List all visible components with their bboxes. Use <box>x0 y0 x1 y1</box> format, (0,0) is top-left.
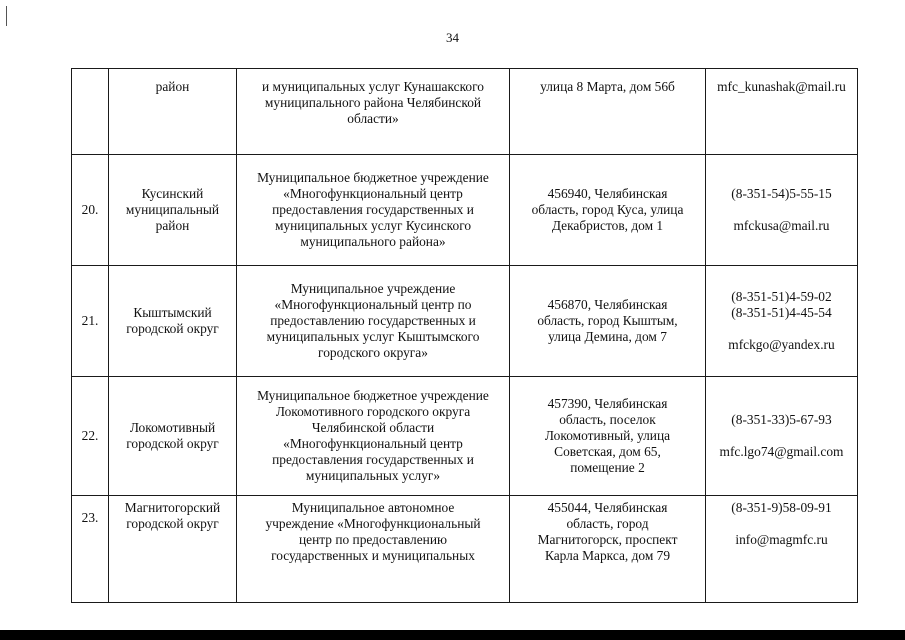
organization-cell-line: и муниципальных услуг Кунашакского <box>262 79 484 94</box>
row-number-cell: 21. <box>72 266 109 377</box>
organization-cell-line: муниципальных услуг Кусинского <box>274 218 472 233</box>
district-cell-line: городской округ <box>126 516 219 531</box>
organization-cell-line: муниципального района» <box>300 234 446 249</box>
contacts-cell-line: mfckgo@yandex.ru <box>728 337 835 352</box>
table-row <box>72 69 858 155</box>
contacts-cell-line: (8-351-33)5-67-93 <box>731 412 832 427</box>
district-cell <box>109 496 237 603</box>
contacts-cell-line: mfc_kunashak@mail.ru <box>717 79 846 94</box>
district-cell-line: район <box>155 79 190 94</box>
row-number-cell <box>72 69 109 155</box>
organization-cell-line: учреждение «Многофункциональный <box>265 516 481 531</box>
district-cell-line: городской округ <box>126 321 219 336</box>
organization-cell-line: «Многофункциональный центр <box>283 436 463 451</box>
address-cell-line: Локомотивный, улица <box>544 428 671 443</box>
address-cell-line: улица 8 Марта, дом 56б <box>540 79 675 94</box>
organization-cell-line: Муниципальное бюджетное учреждение <box>257 170 489 185</box>
organization-cell-line: предоставления государственных и <box>272 452 474 467</box>
organization-cell-line: Муниципальное учреждение <box>290 281 456 296</box>
table-row <box>72 496 858 603</box>
scan-bottom-edge <box>0 630 905 640</box>
organization-cell-line: предоставления государственных и <box>272 202 474 217</box>
contacts-cell <box>706 496 858 603</box>
organization-cell-line: предоставлению государственных и <box>270 313 476 328</box>
district-cell-line: Локомотивный <box>129 420 216 435</box>
contacts-cell <box>706 266 858 377</box>
organization-cell <box>237 377 510 496</box>
table-row <box>72 155 858 266</box>
district-cell <box>109 155 237 266</box>
organization-cell-line: Муниципальное бюджетное учреждение <box>257 388 489 403</box>
row-number-cell: 22. <box>72 377 109 496</box>
address-cell-line: область, город Куса, улица <box>531 202 684 217</box>
district-cell <box>109 69 237 155</box>
table-row <box>72 377 858 496</box>
address-cell-line: 456940, Челябинская <box>547 186 668 201</box>
contacts-cell-line: (8-351-51)4-59-02 <box>731 289 832 304</box>
contacts-cell <box>706 69 858 155</box>
address-cell <box>510 496 706 603</box>
address-cell <box>510 155 706 266</box>
address-cell <box>510 377 706 496</box>
district-cell <box>109 266 237 377</box>
district-cell-line: Магнитогорский <box>124 500 221 515</box>
contacts-cell-line <box>709 516 854 532</box>
table-row <box>72 266 858 377</box>
address-cell-line: область, город Кыштым, <box>537 313 678 328</box>
contacts-cell-line <box>709 321 854 337</box>
organization-cell <box>237 496 510 603</box>
address-cell-line: улица Демина, дом 7 <box>548 329 667 344</box>
address-cell-line: 456870, Челябинская <box>547 297 668 312</box>
address-cell-line: Магнитогорск, проспект <box>537 532 678 547</box>
organization-cell-line: области» <box>347 111 399 126</box>
address-cell-line: Советская, дом 65, <box>554 444 661 459</box>
contacts-cell-line <box>709 428 854 444</box>
organization-cell <box>237 69 510 155</box>
contacts-cell-line: info@magmfc.ru <box>735 532 828 547</box>
organization-cell-line: Челябинской области <box>311 420 435 435</box>
address-cell-line: помещение 2 <box>570 460 645 475</box>
contacts-cell-line: (8-351-51)4-45-54 <box>731 305 832 320</box>
contacts-cell-line: (8-351-9)58-09-91 <box>731 500 832 515</box>
address-cell <box>510 69 706 155</box>
organization-cell-line: городского округа» <box>318 345 428 360</box>
contacts-cell-line <box>709 202 854 218</box>
address-cell-line: область, город <box>566 516 649 531</box>
address-cell-line: 455044, Челябинская <box>547 500 668 515</box>
district-cell-line: муниципальный <box>125 202 220 217</box>
address-cell <box>510 266 706 377</box>
organization-cell-line: муниципальных услуг Кыштымского <box>266 329 480 344</box>
organization-cell <box>237 155 510 266</box>
district-cell-line: район <box>155 218 190 233</box>
organization-cell-line: Муниципальное автономное <box>291 500 455 515</box>
organization-cell <box>237 266 510 377</box>
district-cell-line: городской округ <box>126 436 219 451</box>
address-cell-line: Карла Маркса, дом 79 <box>544 548 671 563</box>
contacts-cell-line: mfc.lgo74@gmail.com <box>719 444 844 459</box>
address-cell-line: 457390, Челябинская <box>547 396 668 411</box>
scan-artifact-mark <box>6 6 7 26</box>
organization-cell-line: Локомотивного городского округа <box>275 404 471 419</box>
organization-cell-line: государственных и муниципальных <box>271 548 475 563</box>
row-number-cell: 23. <box>72 496 109 603</box>
address-cell-line: Декабристов, дом 1 <box>551 218 664 233</box>
row-number-cell: 20. <box>72 155 109 266</box>
organization-cell-line: центр по предоставлению <box>298 532 448 547</box>
contacts-cell-line: (8-351-54)5-55-15 <box>731 186 832 201</box>
organization-cell-line: муниципального района Челябинской <box>264 95 482 110</box>
mfc-table <box>71 68 858 603</box>
district-cell-line: Кусинский <box>141 186 204 201</box>
page-number: 34 <box>446 30 459 45</box>
organization-cell-line: «Многофункциональный центр по <box>274 297 472 312</box>
contacts-cell <box>706 155 858 266</box>
organization-cell-line: муниципальных услуг» <box>305 468 441 483</box>
district-cell-line: Кыштымский <box>133 305 212 320</box>
contacts-cell <box>706 377 858 496</box>
district-cell <box>109 377 237 496</box>
organization-cell-line: «Многофункциональный центр <box>283 186 463 201</box>
contacts-cell-line: mfckusa@mail.ru <box>733 218 830 233</box>
address-cell-line: область, поселок <box>559 412 656 427</box>
